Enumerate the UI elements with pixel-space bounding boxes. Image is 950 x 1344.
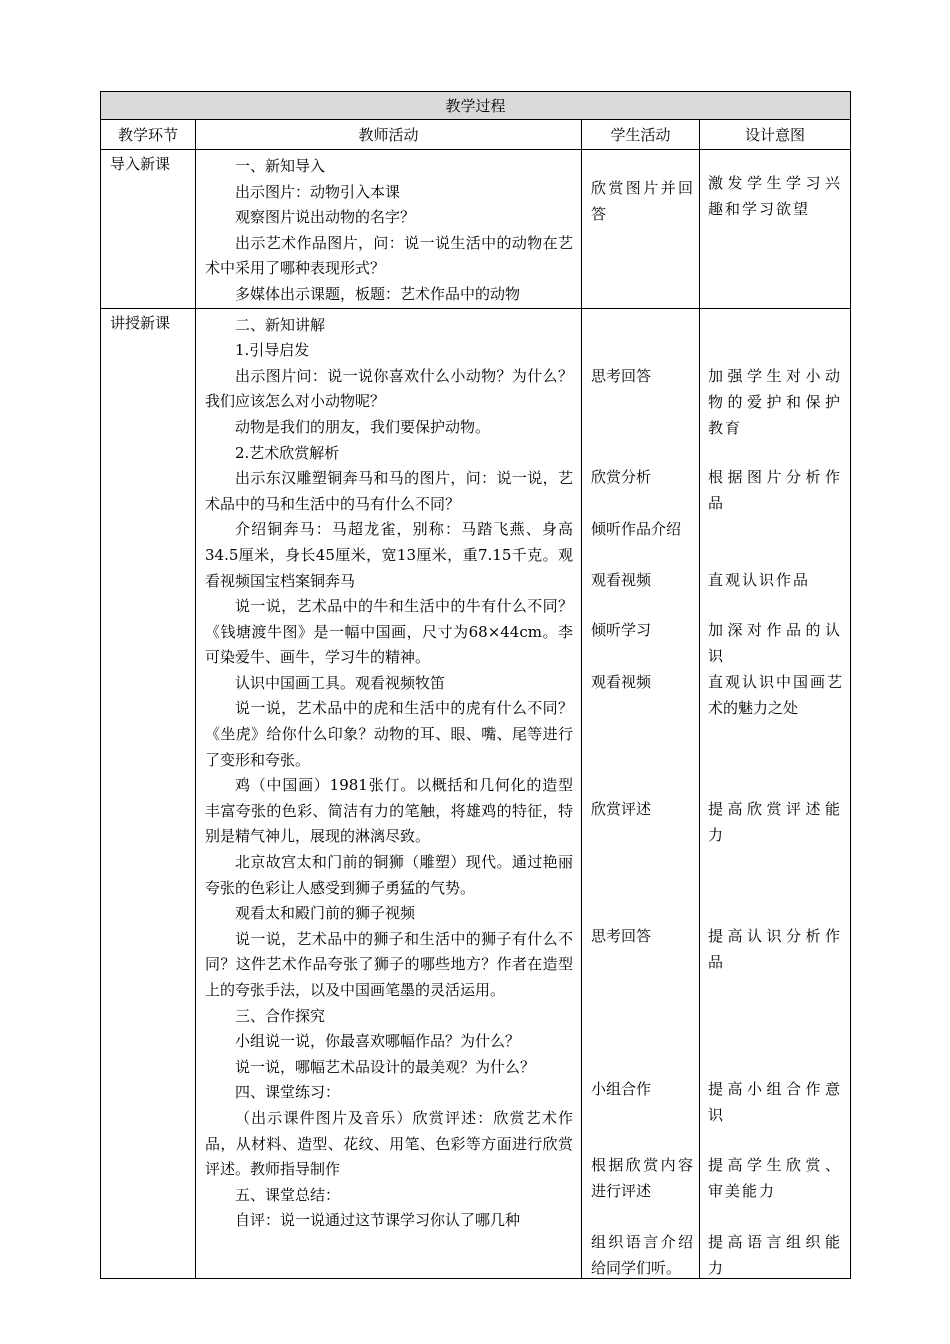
student-note: 欣赏图片并回答 — [591, 179, 693, 223]
intent-note: 加深对作品的认识 — [708, 620, 843, 665]
teacher-line: 四、课堂练习： — [235, 1083, 341, 1102]
teacher-line: 出示东汉雕塑铜奔马和马的图片，问：说一说，艺术品中的马和生活中的马有什么不同？ — [205, 469, 573, 513]
table-row — [101, 308, 851, 1278]
intent-note: 提高小组合作意识 — [708, 1079, 843, 1124]
intent-note: 提高认识分析作品 — [708, 926, 843, 971]
student-note: 欣赏分析 — [591, 467, 652, 486]
student-note: 观看视频 — [591, 672, 652, 691]
teacher-line: 说一说，艺术品中的牛和生活中的牛有什么不同？《钱塘渡牛图》是一幅中国画，尺寸为68×44cm。李可染爱牛、画牛，学习牛的精神。 — [205, 597, 573, 667]
teacher-line: 二、新知讲解 — [235, 315, 326, 334]
teacher-line: 小组说一说，你最喜欢哪幅作品？为什么？ — [235, 1032, 521, 1051]
teacher-line: 2.艺术欣赏解析 — [235, 443, 340, 462]
teacher-line: 三、合作探究 — [235, 1006, 326, 1025]
teacher-activity-cell — [196, 308, 582, 1278]
teacher-line: 动物是我们的朋友，我们要保护动物。 — [235, 417, 491, 436]
teacher-line: （出示课件图片及音乐）欣赏评述：欣赏艺术作品，从材料、造型、花纹、用笔、色彩等方面进行欣赏评述。教师指导制作 — [205, 1108, 573, 1179]
student-note: 思考回答 — [591, 366, 652, 385]
teacher-line: 出示艺术作品图片，问：说一说生活中的动物在艺术中采用了哪种表现形式？ — [205, 233, 573, 278]
intent-note: 加强学生对小动物的爱护和保护教育 — [708, 366, 843, 437]
teacher-line: 五、课堂总结： — [235, 1185, 341, 1204]
teaching-process-table — [100, 91, 851, 1279]
teacher-line: 说一说，艺术品中的狮子和生活中的狮子有什么不同？这件艺术作品夸张了狮子的哪些地方？作者在造型上的夸张手法，以及中国画笔墨的灵活运用。 — [205, 929, 573, 999]
intent-note: 提高欣赏评述能力 — [708, 799, 843, 844]
student-note: 根据欣赏内容进行评述 — [591, 1155, 693, 1200]
teacher-line: 观看太和殿门前的狮子视频 — [235, 904, 416, 923]
teacher-line: 说一说，艺术品中的虎和生活中的虎有什么不同？《坐虎》给你什么印象？动物的耳、眼、嘴、尾等进行了变形和夸张。 — [205, 699, 573, 769]
intent-note: 直观认识作品 — [708, 570, 811, 589]
table-row — [101, 150, 851, 309]
header-teacher-activity: 教师活动 — [196, 120, 582, 150]
student-note: 倾听学习 — [591, 620, 652, 639]
intent-note: 根据图片分析作品 — [708, 467, 843, 512]
teacher-line: 1.引导启发 — [235, 341, 310, 360]
intent-note: 激发学生学习兴趣和学习欲望 — [708, 174, 843, 218]
student-note: 观看视频 — [591, 570, 652, 589]
teacher-line: 说一说，哪幅艺术品设计的最美观？为什么？ — [235, 1057, 536, 1076]
student-note: 思考回答 — [591, 926, 652, 945]
header-student-activity: 学生活动 — [582, 120, 700, 150]
stage-cell: 导入新课 — [101, 150, 196, 309]
teacher-line: 介绍铜奔马：马超龙雀，别称：马踏飞燕、身高34.5厘米，身长45厘米，宽13厘米，重7.15千克。观看视频国宝档案铜奔马 — [205, 520, 573, 590]
header-stage: 教学环节 — [101, 120, 196, 150]
teacher-line: 多媒体出示课题，板题：艺术作品中的动物 — [235, 284, 521, 303]
student-note: 小组合作 — [591, 1079, 652, 1098]
student-note: 组织语言介绍给同学们听。 — [591, 1232, 693, 1277]
intent-note: 直观认识中国画艺术的魅力之处 — [708, 672, 843, 717]
teacher-line: 观察图片说出动物的名字？ — [235, 208, 416, 227]
teacher-line: 鸡（中国画）1981张仃。以概括和几何化的造型丰富夸张的色彩、简洁有力的笔触，将雄鸡的特征，特别是精气神儿，展现的淋漓尽致。 — [205, 776, 573, 846]
student-activity-cell — [582, 308, 700, 1278]
design-intent-cell — [700, 150, 851, 309]
teacher-line: 自评：说一说通过这节课学习你认了哪几种 — [235, 1211, 521, 1230]
intent-note: 提高学生欣赏、审美能力 — [708, 1155, 843, 1200]
teacher-activity-cell — [196, 150, 582, 309]
student-activity-cell — [582, 150, 700, 309]
teacher-line: 北京故宫太和门前的铜狮（雕塑）现代。通过艳丽夸张的色彩让人感受到狮子勇猛的气势。 — [205, 853, 573, 897]
stage-cell: 讲授新课 — [101, 308, 196, 1278]
teacher-line: 认识中国画工具。观看视频牧笛 — [235, 673, 446, 692]
teacher-line: 出示图片：动物引入本课 — [235, 182, 401, 201]
table-title: 教学过程 — [101, 92, 851, 120]
intent-note: 提高语言组织能力 — [708, 1232, 843, 1277]
student-note: 欣赏评述 — [591, 799, 652, 818]
teacher-line: 出示图片问：说一说你喜欢什么小动物？为什么？我们应该怎么对小动物呢？ — [205, 366, 573, 411]
header-design-intent: 设计意图 — [700, 120, 851, 150]
student-note: 倾听作品介绍 — [591, 519, 682, 538]
teacher-line: 一、新知导入 — [235, 157, 326, 175]
design-intent-cell — [700, 308, 851, 1278]
